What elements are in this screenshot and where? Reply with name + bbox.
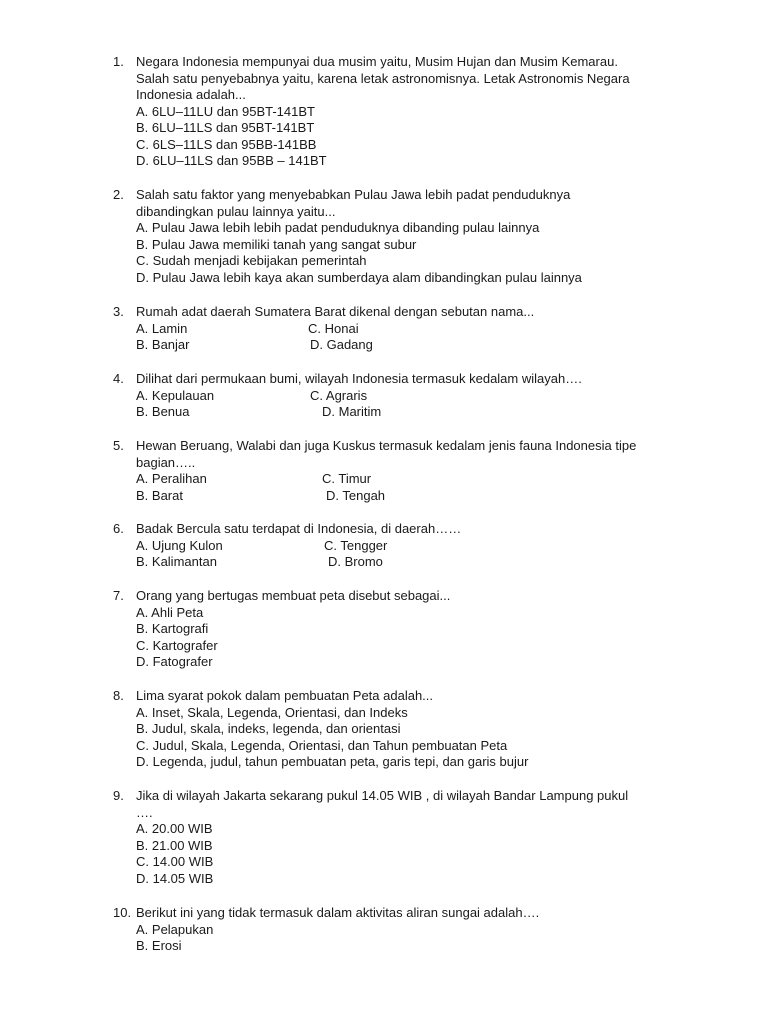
question-stem (136, 438, 713, 471)
stem-line: dibandingkan pulau lainnya yaitu... (136, 203, 336, 219)
stem-line: Badak Bercula satu terdapat di Indonesia, di daerah…… (136, 521, 462, 536)
question-5 (113, 438, 713, 504)
option-c: C. Kartografer (136, 637, 218, 653)
option-b: B. Kalimantan (136, 554, 217, 569)
option-d: D. Tengah (326, 487, 386, 503)
question-stem (136, 588, 713, 605)
question-number: 9. (113, 788, 124, 803)
stem-line: Rumah adat daerah Sumatera Barat dikenal dengan sebutan nama... (136, 304, 535, 319)
question-stem (136, 788, 713, 821)
option-a: A. Ahli Peta (136, 604, 204, 620)
option-d: D. Gadang (310, 337, 373, 352)
stem-line: Negara Indonesia mempunyai dua musim yaitu, Musim Hujan dan Musim Kemarau. (136, 54, 618, 69)
question-stem (136, 521, 713, 538)
question-number: 10. (113, 905, 132, 920)
option-d: D. Bromo (328, 554, 383, 569)
question-number: 6. (113, 521, 124, 536)
question-number: 1. (113, 54, 124, 69)
question-1 (113, 54, 713, 170)
stem-line: Indonesia adalah... (136, 87, 246, 102)
option-a: A. 20.00 WIB (136, 821, 213, 836)
option-a: A. Pelapukan (136, 921, 214, 937)
option-a: A. Peralihan (136, 471, 207, 486)
question-stem (136, 688, 713, 705)
stem-line: Hewan Beruang, Walabi dan juga Kuskus termasuk kedalam jenis fauna Indonesia tipe (136, 438, 637, 453)
option-a: A. Ujung Kulon (136, 537, 223, 553)
question-number: 4. (113, 371, 124, 386)
option-a: A. Pulau Jawa lebih lebih padat penduduknya dibanding pulau lainnya (136, 220, 540, 235)
option-b: B. Barat (136, 487, 183, 503)
option-b: B. Judul, skala, indeks, legenda, dan orientasi (136, 721, 401, 736)
option-c: C. Sudah menjadi kebijakan pemerintah (136, 253, 367, 268)
option-b: B. Kartografi (136, 621, 209, 636)
answer-options (136, 220, 713, 286)
stem-line: Orang yang bertugas membuat peta disebut sebagai... (136, 588, 451, 603)
option-c: C. 14.00 WIB (136, 854, 214, 869)
option-d: D. Legenda, judul, tahun pembuatan peta, garis tepi, dan garis bujur (136, 754, 529, 769)
answer-options (136, 538, 713, 571)
stem-line: …. (136, 804, 153, 820)
answer-options (136, 821, 713, 887)
question-stem (136, 54, 713, 104)
option-a: A. 6LU–11LU dan 95BT-141BT (136, 103, 315, 119)
question-number: 7. (113, 588, 124, 603)
question-number: 3. (113, 304, 124, 319)
question-number: 5. (113, 438, 124, 453)
option-b: B. Banjar (136, 337, 190, 352)
option-a: A. Kepulauan (136, 387, 215, 403)
option-b: B. Pulau Jawa memiliki tanah yang sangat subur (136, 236, 417, 252)
question-9 (113, 788, 713, 887)
option-c: C. Agraris (310, 387, 368, 403)
option-d: D. Pulau Jawa lebih kaya akan sumberdaya alam dibandingkan pulau lainnya (136, 269, 582, 285)
question-8 (113, 688, 713, 771)
question-10 (113, 905, 713, 955)
stem-line: Dilihat dari permukaan bumi, wilayah Indonesia termasuk kedalam wilayah…. (136, 371, 582, 386)
stem-line: bagian….. (136, 454, 196, 470)
question-number: 2. (113, 187, 124, 202)
question-stem (136, 304, 713, 321)
option-d: D. 14.05 WIB (136, 870, 214, 886)
option-d: D. Fatografer (136, 654, 213, 669)
option-c: C. Honai (308, 320, 359, 336)
option-d: D. 6LU–11LS dan 95BB – 141BT (136, 153, 327, 168)
question-stem (136, 187, 713, 220)
option-b: B. Benua (136, 404, 190, 419)
answer-options (136, 321, 713, 354)
question-6 (113, 521, 713, 571)
question-stem (136, 371, 713, 388)
question-4 (113, 371, 713, 421)
stem-line: Salah satu penyebabnya yaitu, karena letak astronomisnya. Letak Astronomis Negara (136, 70, 630, 86)
option-d: D. Maritim (322, 404, 382, 419)
answer-options (136, 922, 713, 955)
stem-line: Salah satu faktor yang menyebabkan Pulau Jawa lebih padat penduduknya (136, 187, 571, 202)
option-c: C. Judul, Skala, Legenda, Orientasi, dan Tahun pembuatan Peta (136, 737, 508, 753)
question-stem (136, 905, 713, 922)
answer-options (136, 605, 713, 671)
question-7 (113, 588, 713, 671)
question-3 (113, 304, 713, 354)
answer-options (136, 471, 713, 504)
question-2 (113, 187, 713, 286)
option-c: C. Timur (322, 471, 372, 486)
stem-line: Berikut ini yang tidak termasuk dalam aktivitas aliran sungai adalah…. (136, 905, 540, 920)
option-b: B. Erosi (136, 938, 182, 953)
option-a: A. Lamin (136, 320, 188, 336)
stem-line: Lima syarat pokok dalam pembuatan Peta adalah... (136, 688, 434, 703)
answer-options (136, 104, 713, 170)
option-c: C. 6LS–11LS dan 95BB-141BB (136, 136, 317, 152)
stem-line: Jika di wilayah Jakarta sekarang pukul 14.05 WIB , di wilayah Bandar Lampung pukul (136, 788, 629, 803)
answer-options (136, 705, 713, 771)
answer-options (136, 388, 713, 421)
option-b: B. 21.00 WIB (136, 837, 213, 853)
question-number: 8. (113, 688, 124, 703)
option-b: B. 6LU–11LS dan 95BT-141BT (136, 120, 315, 135)
option-a: A. Inset, Skala, Legenda, Orientasi, dan Indeks (136, 704, 408, 720)
option-c: C. Tengger (324, 537, 388, 553)
